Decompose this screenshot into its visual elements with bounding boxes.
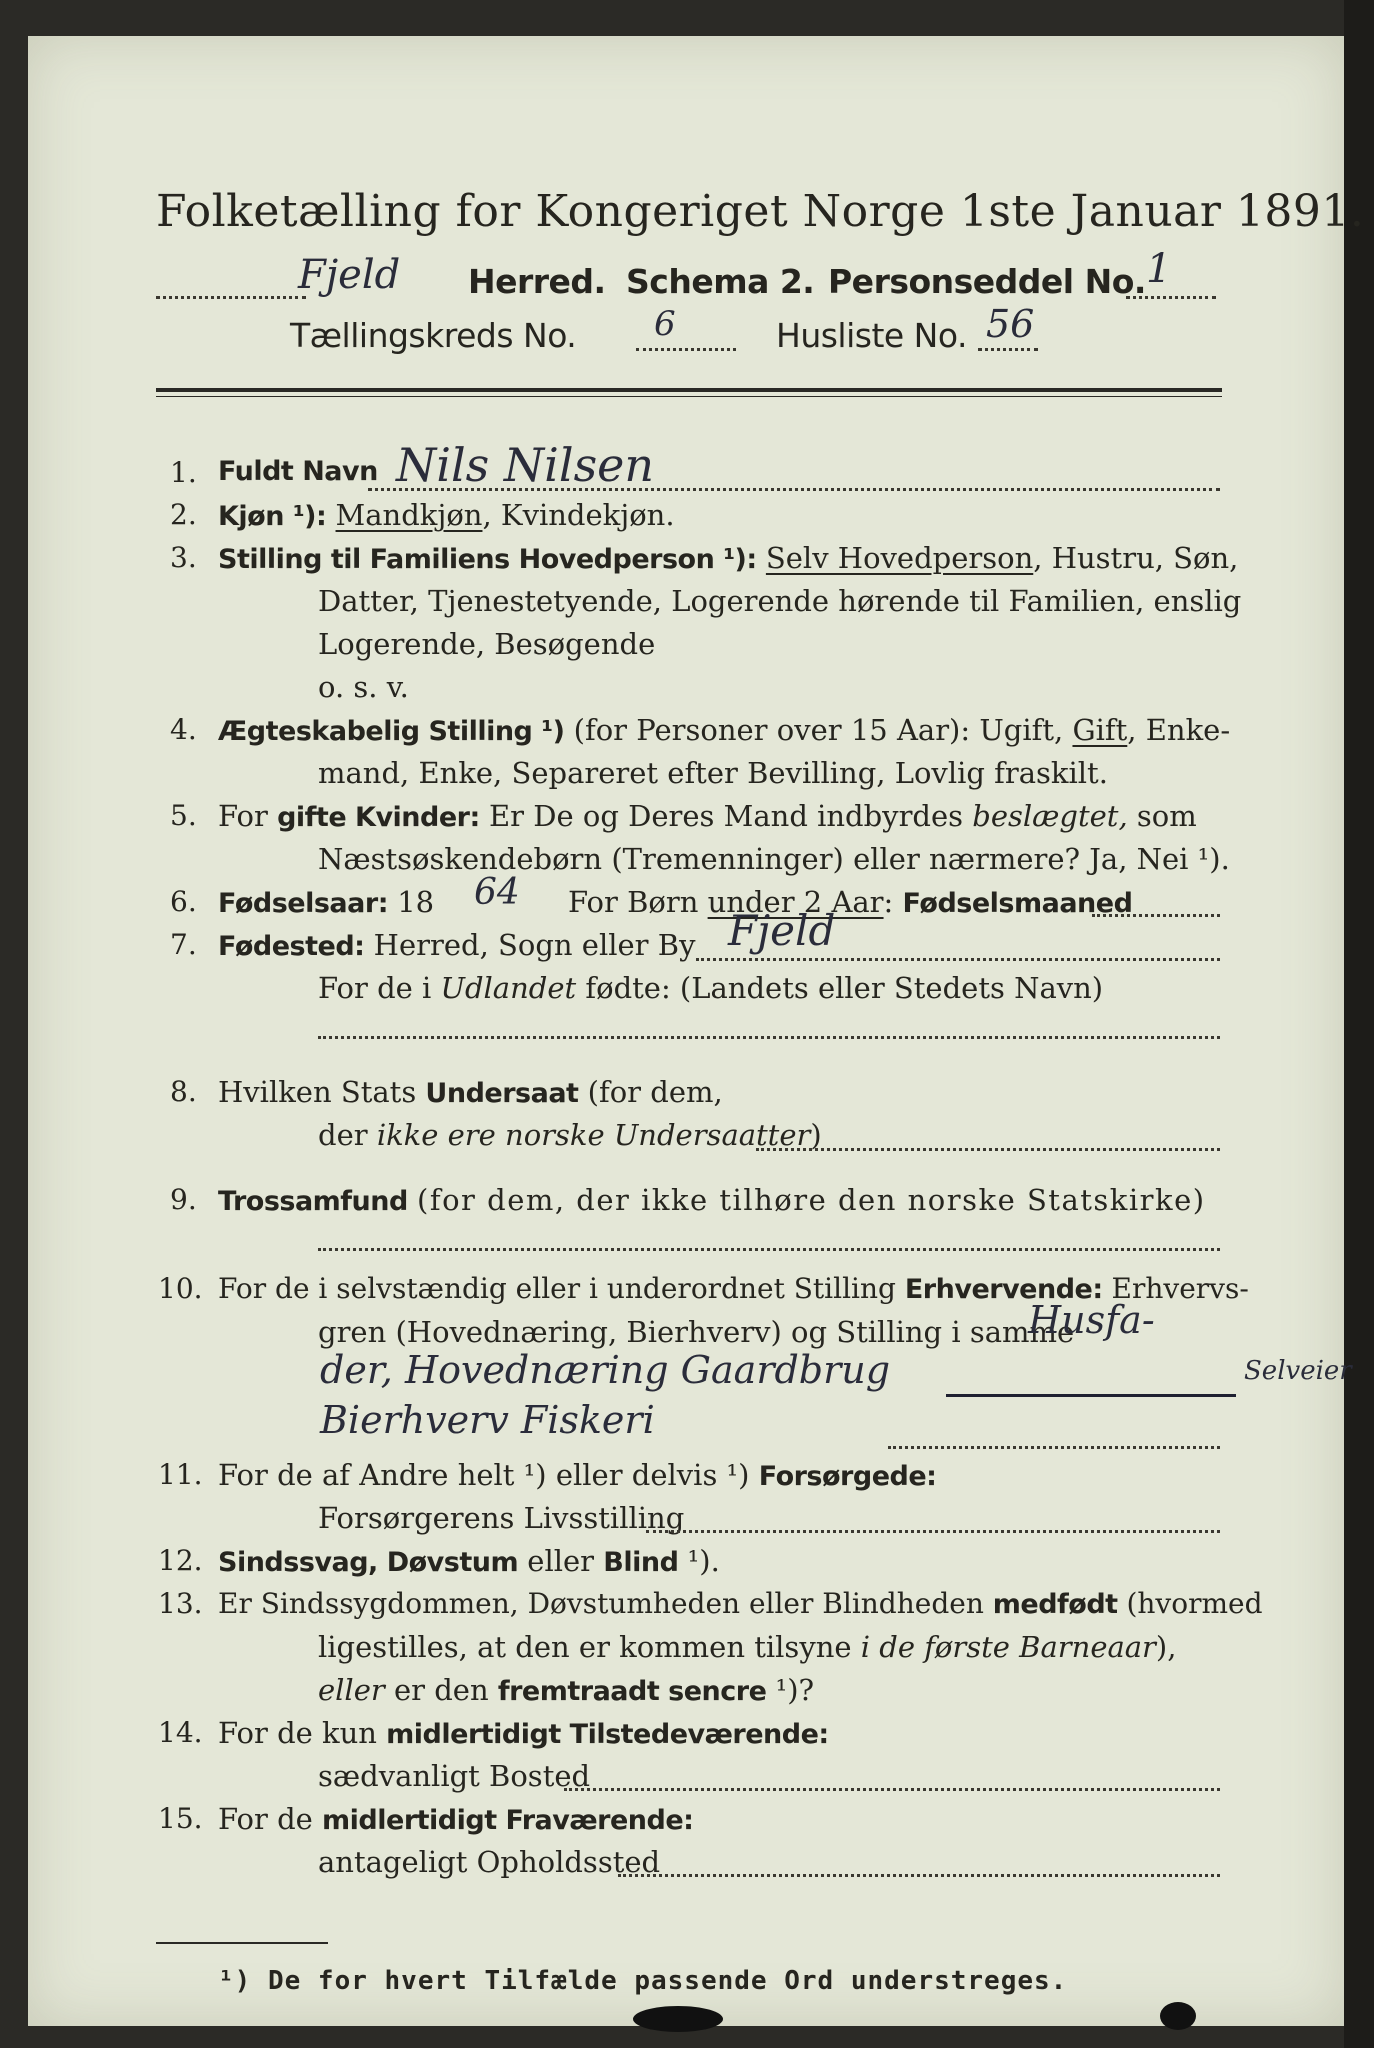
- q7-line2: [318, 971, 1103, 1005]
- q13-label: medfødt: [992, 1589, 1118, 1620]
- q4-line1: [218, 713, 1230, 747]
- footnote: ¹) De for hvert Tilfælde passende Ord understreges.: [218, 1966, 1068, 1996]
- ink-blot-1: [633, 2006, 723, 2032]
- q7-line2-a: For de i: [318, 971, 441, 1005]
- q10-underline-gaardbrug: [946, 1394, 1236, 1397]
- q7-udland-dotted-line: [318, 1036, 1220, 1039]
- q13-line3-eller: eller: [318, 1673, 385, 1707]
- q1-dotted-line: [368, 488, 1220, 491]
- q4-number: 4.: [170, 713, 197, 746]
- q14-label: midlertidigt Tilstedeværende:: [386, 1719, 829, 1750]
- q13-line2-a: ligestilles, at den er kommen tilsyne: [318, 1630, 861, 1664]
- q11-dotted-line: [646, 1530, 1220, 1533]
- q14-dotted-line: [564, 1788, 1220, 1791]
- q15-label: midlertidigt Fraværende:: [322, 1805, 694, 1836]
- q7-label: Fødested:: [218, 931, 365, 962]
- q13-line2: [318, 1630, 1176, 1664]
- q15-line1: [218, 1802, 693, 1836]
- q13-line3-b: ¹)?: [766, 1673, 815, 1707]
- q10-line2: gren (Hovednæring, Bierhverv) og Stilling i samme: [318, 1315, 1075, 1349]
- header-rule-thin: [156, 396, 1222, 397]
- q5-line1: [218, 799, 1197, 833]
- q8-line2-italic: ikke ere norske Undersaatter: [376, 1118, 811, 1152]
- q10-hw-line1: Husfa-: [1028, 1298, 1155, 1342]
- q3-label: Stilling til Familiens Hovedperson ¹):: [218, 544, 757, 575]
- ink-blot-2: [1160, 2002, 1196, 2030]
- footnote-rule: [156, 1942, 328, 1944]
- q6-prefix: 18: [397, 885, 435, 919]
- q10-dotted-line: [888, 1446, 1220, 1449]
- q12-line: [218, 1544, 720, 1578]
- q9-number: 9.: [170, 1183, 197, 1216]
- q15-line2: antageligt Opholdssted: [318, 1845, 661, 1879]
- q8-line2-a: der: [318, 1118, 377, 1152]
- q11-label: Forsørgede:: [758, 1461, 937, 1492]
- q13-label2: fremtraadt sencre: [497, 1676, 767, 1707]
- personseddel-label: Personseddel No.: [828, 262, 1146, 301]
- q2-number: 2.: [170, 498, 197, 531]
- q13-line1-a: Er Sindssygdommen, Døvstumheden eller Blindheden: [218, 1587, 993, 1620]
- q10-number: 10.: [158, 1272, 203, 1305]
- q10-hw-line3: Bierhverv Fiskeri: [320, 1398, 655, 1442]
- q10-label: Erhvervende:: [904, 1274, 1103, 1305]
- q4-label: Ægteskabelig Stilling ¹): [218, 716, 565, 747]
- q7-birthplace: Fjeld: [728, 906, 836, 955]
- personseddel-dotted-line: [1126, 296, 1216, 299]
- q8-line1-b: (for dem,: [578, 1075, 723, 1109]
- taellingskreds-label: Tællingskreds No.: [290, 316, 577, 355]
- q15-dotted-line: [618, 1874, 1220, 1877]
- q4-line1-a: (for Personer over 15 Aar): Ugift,: [573, 713, 1073, 747]
- q5-som: som: [1136, 799, 1197, 833]
- q7-dotted-line: [696, 958, 1220, 961]
- personseddel-value: 1: [1146, 246, 1172, 292]
- q9-line1-rest: (for dem, der ikke tilhøre den norske Statskirke): [417, 1183, 1206, 1217]
- q8-label: Undersaat: [425, 1078, 579, 1109]
- q9-label: Trossamfund: [218, 1186, 408, 1217]
- q12-label: Sindssvag, Døvstum: [218, 1547, 519, 1578]
- q10-line1-b: Erhvervs-: [1102, 1272, 1249, 1305]
- q10-hw-margin-selveier: Selveier: [1244, 1356, 1352, 1386]
- q9-line1: [218, 1183, 1206, 1217]
- herred-label: Herred.: [468, 262, 606, 301]
- q12-number: 12.: [158, 1544, 203, 1577]
- husliste-label: Husliste No.: [776, 316, 967, 355]
- q13-line2-italic: i de første Barneaar: [860, 1630, 1156, 1664]
- q11-line1: [218, 1458, 936, 1492]
- husliste-value: 56: [986, 302, 1035, 346]
- q7-line1-rest: Herred, Sogn eller By: [373, 928, 696, 962]
- q13-line3-a: er den: [384, 1673, 498, 1707]
- q8-line1: [218, 1075, 723, 1109]
- q13-line2-b: ),: [1155, 1630, 1177, 1664]
- q7-number: 7.: [170, 928, 197, 961]
- q2-selected-mandkjon: Mandkjøn: [335, 498, 483, 532]
- q11-line2: Forsørgerens Livsstilling: [318, 1501, 685, 1535]
- q13-number: 13.: [158, 1587, 203, 1620]
- q3-line2: Datter, Tjenestetyende, Logerende hørende til Familien, enslig: [318, 584, 1242, 618]
- q3-selected-selv-hovedperson: Selv Hovedperson: [765, 541, 1034, 575]
- husliste-dotted-line: [978, 348, 1038, 351]
- q8-line1-a: Hvilken Stats: [218, 1075, 426, 1109]
- q6-dotted-line: [1092, 914, 1220, 917]
- q5-line1-rest: Er De og Deres Mand indbyrdes: [489, 799, 964, 833]
- schema-label: Schema 2.: [626, 262, 815, 301]
- q8-line2-b: ): [810, 1118, 822, 1152]
- q2-line: [218, 498, 675, 532]
- q12-tail: ¹).: [678, 1544, 720, 1578]
- q3-line4: o. s. v.: [318, 670, 409, 704]
- q5-italic-beslaegtet: beslægtet,: [972, 799, 1128, 833]
- q7-line2-b: fødte: (Landets eller Stedets Navn): [576, 971, 1104, 1005]
- q14-line1: [218, 1716, 829, 1750]
- q6-line-rest: [568, 885, 1132, 919]
- q13-line1: [218, 1587, 1263, 1620]
- q7-line1: [218, 928, 695, 962]
- q2-rest: , Kvindekjøn.: [482, 498, 675, 532]
- q5-number: 5.: [170, 799, 197, 832]
- form-title: Folketælling for Kongeriget Norge 1ste Januar 1891.: [156, 186, 1365, 237]
- q5-line2: Næstsøskendebørn (Tremenninger) eller nærmere? Ja, Nei ¹).: [318, 842, 1230, 876]
- q6-mid2: :: [883, 885, 894, 919]
- q11-number: 11.: [158, 1458, 203, 1491]
- q14-number: 14.: [158, 1716, 203, 1749]
- q6-under-2-aar: under 2 Aar: [707, 885, 884, 919]
- q10-line1-a: For de i selvstændig eller i underordnet Stilling: [218, 1272, 905, 1305]
- q13-line3: [318, 1673, 814, 1707]
- q6-line: [218, 885, 434, 919]
- scan-background-edge: [1344, 0, 1374, 2048]
- q6-label: Fødselsaar:: [218, 888, 388, 919]
- q6-mid: For Børn: [568, 885, 708, 919]
- q9-dotted-line: [318, 1248, 1220, 1251]
- q8-dotted-line: [756, 1148, 1220, 1151]
- q6-birth-year: 64: [474, 872, 520, 913]
- q5-label: gifte Kvinder:: [277, 802, 480, 833]
- q3-line3: Logerende, Besøgende: [318, 627, 656, 661]
- q1-label: Fuldt Navn: [218, 456, 378, 487]
- q12-label2: Blind: [603, 1547, 679, 1578]
- taellingskreds-value: 6: [654, 304, 676, 344]
- q8-line2: [318, 1118, 822, 1152]
- q12-rest: eller: [518, 1544, 604, 1578]
- q14-line2: sædvanligt Bosted: [318, 1759, 591, 1793]
- q3-line1: [218, 541, 1238, 575]
- taellingskreds-dotted-line: [636, 348, 736, 351]
- q6-label2: Fødselsmaaned: [902, 888, 1133, 919]
- q10-hw-line2: der, Hovednæring Gaardbrug: [320, 1348, 891, 1392]
- q8-number: 8.: [170, 1075, 197, 1108]
- q15-line1-a: For de: [218, 1802, 323, 1836]
- q7-line2-udlandet: Udlandet: [440, 971, 577, 1005]
- herred-value: Fjeld: [298, 252, 401, 298]
- q3-number: 3.: [170, 541, 197, 574]
- q2-label: Kjøn ¹):: [218, 501, 327, 532]
- q14-line1-a: For de kun: [218, 1716, 387, 1750]
- census-form-page: [28, 36, 1365, 2026]
- q4-line2: mand, Enke, Separeret efter Bevilling, Lovlig fraskilt.: [318, 756, 1108, 790]
- header-rule-thick: [156, 388, 1222, 392]
- q15-number: 15.: [158, 1802, 203, 1835]
- q1-full-name: Nils Nilsen: [396, 438, 655, 492]
- q11-line1-a: For de af Andre helt ¹) eller delvis ¹): [218, 1458, 759, 1492]
- herred-dotted-line: [156, 296, 306, 299]
- q5-lead: For: [218, 799, 268, 833]
- q4-selected-gift: Gift: [1072, 713, 1128, 747]
- q4-line1-b: , Enke-: [1127, 713, 1231, 747]
- q13-line1-b: (hvormed: [1117, 1587, 1263, 1620]
- q1-number: 1.: [170, 456, 197, 489]
- q6-number: 6.: [170, 885, 197, 918]
- q3-line1-rest: , Hustru, Søn,: [1033, 541, 1239, 575]
